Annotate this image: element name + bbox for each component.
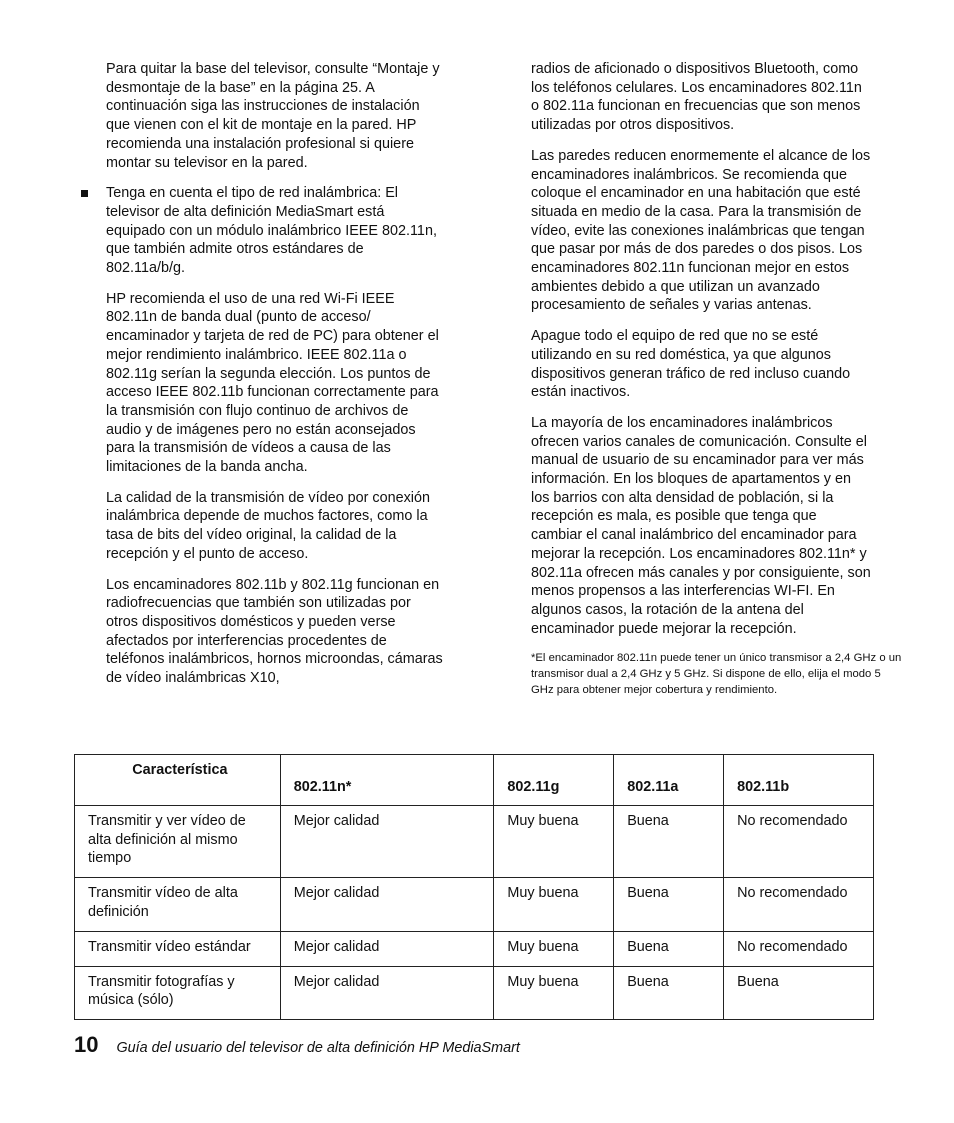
table-cell: Transmitir y ver vídeo de alta definición al mismo tiempo [75,806,281,878]
table-cell: Buena [614,878,724,931]
header-80211g: 802.11g [494,755,614,806]
table-row [75,931,874,966]
base-removal-paragraph: Para quitar la base del televisor, consulte “Montaje y desmontaje de la base” en la página 25. A continuación siga las instrucciones de instalación que vienen con el kit de montaje en la pared. HP recomienda una instalación profesional si quiere montar su televisor en la pared. [106,61,440,171]
table-row [75,878,874,931]
table-row [75,966,874,1019]
header-80211a: 802.11a [614,755,724,806]
table-cell: Mejor calidad [280,931,494,966]
table-cell: Muy buena [494,931,614,966]
page-number: 10 [74,1032,99,1057]
hp-recommendation-paragraph: HP recomienda el uso de una red Wi-Fi IEEE 802.11n de banda dual (punto de acceso/ encaminador y tarjeta de red de PC) para obtener el mejor rendimiento inalámbrico. IEEE 802.11a o 802.11g serían la segunda elección. Los puntos de acceso IEEE 802.11b funcionan correctamente para la transmisión con flujo continuo de archivos de audio y de imágenes pero no están aconsejados para la transmisión de vídeos a causa de las limitaciones de la banda ancha. [106,290,439,476]
footnote: *El encaminador 802.11n puede tener un único transmisor a 2,4 GHz o un transmisor dual a 2,4 GHz y 5 GHz. Si dispone de ello, elija el modo 5 GHz para obtener mejor cobertura y rendimiento. [531,652,902,697]
table-cell: Muy buena [494,878,614,931]
header-80211n: 802.11n* [280,755,494,806]
square-bullet-icon [81,190,88,197]
footer-title: Guía del usuario del televisor de alta definición HP MediaSmart [116,1040,520,1056]
channels-paragraph: La mayoría de los encaminadores inalámbricos ofrecen varios canales de comunicación. Consulte el manual de usuario de su encaminador para ver más información. En los bloques de apartamentos y en los barrios con alta densidad de población, si la recepción es mala, es posible que tenga que cambiar el canal inalámbrico del encaminador para mejorar la recepción. Los encaminadores 802.11n* y 802.11a ofrecen más canales y por consiguiente, son menos propensos a las interferencias WI-FI. En algunos casos, la rotación de la antena del encaminador puede mejorar la recepción. [531,414,871,637]
wireless-standards-table [74,754,874,1020]
table-row [75,806,874,878]
table-cell: No recomendado [724,806,874,878]
table-cell: Mejor calidad [280,966,494,1019]
table-cell: Muy buena [494,806,614,878]
wireless-type-bullet [106,184,446,278]
table-cell: Buena [614,966,724,1019]
table-cell: Transmitir vídeo estándar [75,931,281,966]
interference-paragraph: Los encaminadores 802.11b y 802.11g funcionan en radiofrecuencias que también son utilizadas por otros dispositivos domésticos y pueden verse afectados por interferencias procedentes de teléfonos inalámbricos, hornos microondas, cámaras de vídeo inalámbricas X10, [106,576,443,687]
interference-continued-paragraph: radios de aficionado o dispositivos Bluetooth, como los teléfonos celulares. Los encaminadores 802.11n o 802.11a funcionan en frecuencias que son menos utilizadas por otros dispositivos. [531,61,862,134]
table-cell: No recomendado [724,931,874,966]
left-column [106,60,446,700]
table-header-row [75,755,874,806]
header-feature: Característica [75,755,281,806]
table-cell: Mejor calidad [280,806,494,878]
table-cell: Buena [614,806,724,878]
power-off-paragraph: Apague todo el equipo de red que no se esté utilizando en su red doméstica, ya que algunos dispositivos generan tráfico de red incluso cuando están inactivos. [531,328,851,401]
table-cell: No recomendado [724,878,874,931]
table-cell: Transmitir vídeo de alta definición [75,878,281,931]
table-cell: Muy buena [494,966,614,1019]
table-cell: Transmitir fotografías y música (sólo) [75,966,281,1019]
right-column [531,60,902,710]
table-cell: Buena [724,966,874,1019]
wireless-type-text: Tenga en cuenta el tipo de red inalámbrica: El televisor de alta definición MediaSmart está equipado con un módulo inalámbrico IEEE 802.11n, que también admite otros estándares de 802.11a/b/g. [106,185,437,277]
table-cell: Mejor calidad [280,878,494,931]
header-80211b: 802.11b [724,755,874,806]
table-cell: Buena [614,931,724,966]
page-footer [74,1032,520,1058]
video-quality-paragraph: La calidad de la transmisión de vídeo por conexión inalámbrica depende de muchos factores, como la tasa de bits del vídeo original, la calidad de la recepción y el punto de acceso. [106,489,430,562]
walls-paragraph: Las paredes reducen enormemente el alcance de los encaminadores inalámbricos. Se recomienda que coloque el encaminador en una habitación que esté situada en medio de la casa. Para la transmisión de vídeo, evite las conexiones inalámbricas que tengan que pasar por más de dos paredes o dos pisos. Los encaminadores 802.11n funcionan mejor en estos ambientes debido a que utilizan un avanzado procesamiento de señales y varias antenas. [531,147,871,314]
